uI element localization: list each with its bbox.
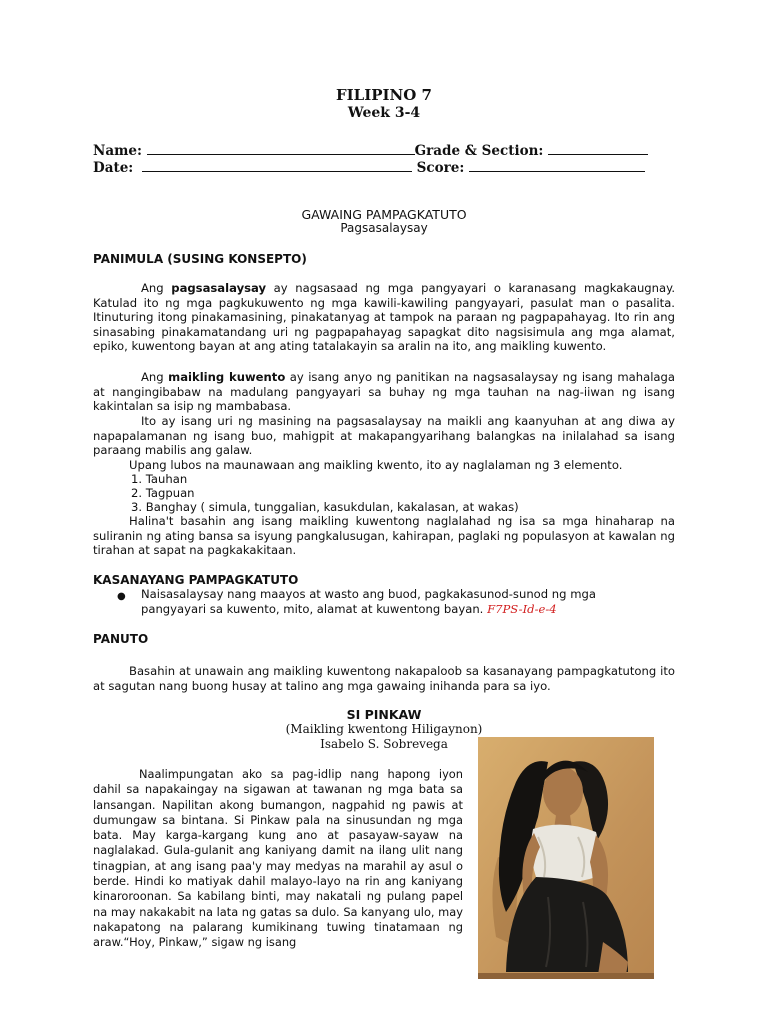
date-score-row: [93, 160, 693, 176]
painting-of-woman-icon: [478, 737, 654, 979]
story-subtitle: (Maikling kwentong Hiligaynon): [285, 722, 483, 736]
element-item-1: 1. Tauhan: [131, 472, 188, 486]
name-grade-row: [93, 143, 693, 159]
name-field[interactable]: [147, 143, 415, 155]
story-text: Naalimpungatan ako sa pag-idlip nang hapong iyon dahil sa napakaingay na sigawan at tawanan ng mga bata sa lansangan. Napilitan akong bumangon, nagpahid ng pawis at dumungaw sa bintana. Si Pinkaw pala na sinusundan ng mga bata. May karga-kargang kung ano at pasayaw-sayaw na naglalakad. Gula-gulanit ang kaniyang damit na ilang ulit nang tinagpian, at ang isang paa'y may medyas na marahil ay asul o berde. Hindi ko matiyak dahil malayo-layo na rin ang kaniyang kinaroroonan. Sa kabilang binti, may nakatali ng pulang papel na may nakakabit na lata ng gatas sa dulo. Sa kanyang ulo, may nakapatong na palarang kumikinang tuwing tinatamaan ng araw.“Hoy, Pinkaw,” sigaw ng isang: [93, 767, 463, 950]
bullet-dot-icon: ●: [117, 591, 126, 602]
term-pagsasalaysay: pagsasalaysay: [171, 281, 267, 295]
panimula-paragraph-3: Ito ay isang uri ng masining na pagsasalaysay na maikli ang kaanyuhan at ang diwa ay napapalamanan ng isang buo, mahigpit at makapangyarihang balangkas na inilalahad sa isang paraang mabilis ang galaw.: [93, 414, 675, 458]
week-title: Week 3-4: [347, 105, 421, 121]
panimula-paragraph-4: Upang lubos na maunawaan ang maikling kwento, ito ay naglalaman ng 3 elemento.: [129, 458, 623, 472]
panimula-paragraph-1: Ang pagsasalaysay ay nagsasaad ng mga pangyayari o karanasang magkakaugnay. Katulad ito ng mga pagkukuwento ng mga kawili-kawiling pangyayari, pasulat man o pasalita. Itinuturing itong pinakamasining, pinakatanyag at tampok na paraan ng pagpapahayag. Ito rin ang sinasabing pinakamatandang uri ng pagpapahayag sapagkat dito nagsisimula ang mga alamat, epiko, kuwentong bayan at ang ating tatalakayin sa aralin na ito, ang maikling kuwento.: [93, 281, 675, 354]
activity-subtitle: Pagsasalaysay: [340, 221, 428, 235]
story-title: SI PINKAW: [346, 707, 422, 722]
score-field[interactable]: [469, 160, 645, 172]
date-field[interactable]: [142, 160, 412, 172]
panimula-paragraph-5: Halina't basahin ang isang maikling kuwentong naglalahad ng isa sa mga hinaharap na suliranin ng ating bansa sa isyung pangkalusugan, kahirapan, paglaki ng populasyon at kawalan ng tirahan at sapat na pagkakakitaan.: [93, 514, 675, 558]
element-item-2: 2. Tagpuan: [131, 486, 195, 500]
activity-title: GAWAING PAMPAGKATUTO: [301, 207, 467, 222]
panimula-heading: PANIMULA (SUSING KONSEPTO): [93, 252, 307, 266]
kasanayan-bullet: Naisasalaysay nang maayos at wasto ang buod, pagkakasunod-sunod ng mga pangyayari sa kuwento, mito, alamat at kuwentong bayan. F7PS-Id-e-4: [141, 587, 596, 616]
panimula-paragraph-2: Ang maikling kuwento ay isang anyo ng panitikan na nagsasalaysay ng isang mahalaga at nangingibabaw na madulang pangyayari sa buhay ng mga tauhan na nag-iiwan ng isang kakintalan sa isip ng mambabasa.: [93, 370, 675, 414]
element-item-3: 3. Banghay ( simula, tunggalian, kasukdulan, kakalasan, at wakas): [131, 500, 519, 514]
kasanayan-heading: KASANAYANG PAMPAGKATUTO: [93, 573, 299, 587]
name-label: Name:: [93, 143, 142, 159]
panuto-heading: PANUTO: [93, 632, 149, 646]
panuto-text: Basahin at unawain ang maikling kuwentong nakapaloob sa kasanayang pampagkatutong ito at sagutan nang buong husay at talino ang mga gawaing inihanda para sa iyo.: [93, 664, 675, 693]
competency-code: F7PS-Id-e-4: [487, 602, 557, 616]
date-label: Date:: [93, 160, 134, 176]
score-label: Score:: [416, 160, 465, 176]
grade-section-field[interactable]: [548, 143, 648, 155]
term-maikling-kuwento: maikling kuwento: [168, 370, 286, 384]
subject-title: FILIPINO 7: [336, 86, 432, 104]
story-author: Isabelo S. Sobrevega: [320, 737, 448, 751]
grade-label: Grade & Section:: [414, 143, 544, 159]
